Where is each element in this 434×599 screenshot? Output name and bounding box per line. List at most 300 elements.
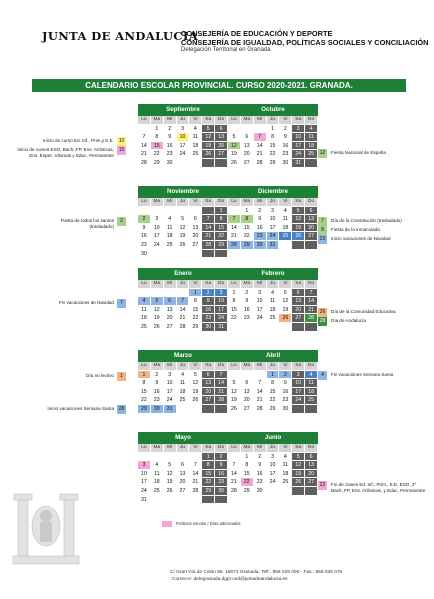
day-header: Ma [151, 444, 164, 453]
note-badge: 23 [319, 236, 326, 242]
day-cell: 26 [292, 478, 305, 487]
day-cell: 21 [215, 388, 228, 397]
day-header: Do [215, 198, 228, 207]
day-cell: 11 [279, 461, 292, 470]
day-header: Do [215, 362, 228, 371]
day-cell: 18 [305, 142, 318, 151]
day-cell: 2 [164, 125, 177, 134]
day-cell: 19 [228, 150, 241, 159]
day-cell: 8 [228, 297, 241, 306]
day-cell: 28 [228, 241, 241, 250]
day-header: Do [305, 116, 318, 125]
day-header: Mi [254, 116, 267, 125]
day-cell: 6 [305, 453, 318, 462]
month-title: Abril [228, 350, 318, 362]
note-badge: 26 [319, 309, 326, 315]
day-cell: 9 [215, 461, 228, 470]
day-cell: 30 [138, 250, 151, 259]
day-cell: 24 [254, 314, 267, 323]
day-cell: 27 [292, 314, 305, 323]
day-cell: 23 [279, 150, 292, 159]
day-cell: 6 [189, 215, 202, 224]
day-cell: 4 [267, 289, 280, 298]
month-title: Septiembre [138, 104, 228, 116]
note-badge: 28 [319, 318, 326, 324]
day-cell: 19 [164, 478, 177, 487]
day-cell: 30 [279, 159, 292, 168]
day-cell: 13 [177, 470, 190, 479]
day-cell: 5 [279, 289, 292, 298]
note-right: Día de Andalucía [331, 318, 366, 323]
day-cell: 20 [215, 142, 228, 151]
month-title: Noviembre [138, 186, 228, 198]
day-cell: 27 [164, 323, 177, 332]
day-cell: 16 [279, 388, 292, 397]
note-left: Fiesta de todos los santos (trasladado) [60, 218, 114, 229]
day-cell: 5 [228, 133, 241, 142]
day-cell: 15 [189, 306, 202, 315]
day-cell: 22 [189, 314, 202, 323]
day-cell [215, 405, 228, 414]
month-abril [228, 350, 318, 414]
day-cell: 23 [151, 396, 164, 405]
day-header: Mi [164, 280, 177, 289]
day-cell: 17 [215, 306, 228, 315]
day-cell: 4 [189, 125, 202, 134]
day-cell [267, 487, 280, 496]
day-cell: 16 [279, 142, 292, 151]
day-cell: 14 [202, 224, 215, 233]
day-cell: 18 [305, 388, 318, 397]
day-cell: 7 [305, 289, 318, 298]
day-cell: 7 [215, 371, 228, 380]
day-cell: 11 [138, 306, 151, 315]
day-cell: 9 [254, 215, 267, 224]
day-cell [164, 289, 177, 298]
day-cell: 17 [267, 470, 280, 479]
day-cell: 9 [202, 297, 215, 306]
day-cell: 25 [189, 150, 202, 159]
day-cell: 7 [189, 461, 202, 470]
day-cell: 7 [177, 297, 190, 306]
day-cell: 23 [202, 314, 215, 323]
month-title: Junio [228, 432, 318, 444]
day-cell: 12 [164, 470, 177, 479]
day-cell: 2 [215, 453, 228, 462]
day-cell: 21 [228, 232, 241, 241]
day-cell [279, 487, 292, 496]
note-right: Fiesta de la Inmaculada [331, 227, 380, 232]
day-cell: 16 [254, 470, 267, 479]
day-cell: 21 [254, 396, 267, 405]
day-cell: 15 [138, 388, 151, 397]
day-cell: 20 [189, 232, 202, 241]
day-cell: 8 [241, 215, 254, 224]
day-cell: 12 [151, 306, 164, 315]
day-cell: 20 [241, 150, 254, 159]
day-cell: 14 [305, 297, 318, 306]
day-cell: 4 [151, 461, 164, 470]
day-cell: 5 [202, 125, 215, 134]
day-header: Vi [279, 444, 292, 453]
day-cell: 29 [267, 159, 280, 168]
note-badge: 10 [118, 138, 125, 144]
day-cell [202, 496, 215, 505]
day-cell: 3 [151, 215, 164, 224]
day-cell: 16 [138, 232, 151, 241]
day-cell: 28 [177, 323, 190, 332]
day-cell: 2 [254, 207, 267, 216]
day-cell: 25 [164, 241, 177, 250]
day-cell: 3 [254, 289, 267, 298]
day-cell: 27 [241, 405, 254, 414]
day-cell: 9 [138, 224, 151, 233]
day-header: Lu [228, 444, 241, 453]
day-cell: 27 [305, 232, 318, 241]
day-cell: 17 [138, 478, 151, 487]
day-header: Sa [292, 116, 305, 125]
day-cell [151, 453, 164, 462]
day-cell: 31 [267, 241, 280, 250]
month-octubre [228, 104, 318, 168]
day-cell: 3 [292, 371, 305, 380]
day-cell: 18 [138, 314, 151, 323]
month-title: Marzo [138, 350, 228, 362]
day-cell [164, 207, 177, 216]
day-cell: 23 [241, 314, 254, 323]
day-cell: 23 [164, 150, 177, 159]
day-cell: 13 [189, 224, 202, 233]
day-header: Vi [279, 116, 292, 125]
day-cell: 28 [254, 405, 267, 414]
note-badge: 22 [319, 482, 326, 488]
day-cell: 25 [267, 314, 280, 323]
day-cell: 28 [215, 396, 228, 405]
day-header: Ju [177, 116, 190, 125]
day-cell: 3 [177, 125, 190, 134]
day-cell: 13 [241, 142, 254, 151]
day-cell: 8 [202, 461, 215, 470]
day-cell: 6 [241, 379, 254, 388]
day-cell: 1 [138, 371, 151, 380]
day-cell: 26 [164, 487, 177, 496]
header-subtitle: Delegación Territorial en Granada [181, 47, 271, 53]
day-cell: 7 [254, 379, 267, 388]
day-header: Sa [202, 198, 215, 207]
day-cell: 4 [305, 371, 318, 380]
day-cell: 17 [151, 232, 164, 241]
day-header: Sa [292, 444, 305, 453]
day-cell [138, 207, 151, 216]
day-cell: 10 [177, 133, 190, 142]
day-cell: 22 [138, 396, 151, 405]
day-cell: 10 [215, 297, 228, 306]
day-cell: 23 [254, 232, 267, 241]
day-cell: 2 [151, 371, 164, 380]
day-cell: 30 [279, 405, 292, 414]
day-cell: 1 [215, 207, 228, 216]
day-cell: 24 [292, 396, 305, 405]
day-cell [189, 496, 202, 505]
note-left: Inicio de curso Ed. Inf., Prim.y E.E. [43, 138, 114, 143]
note-right: Fin vacaciones Semana Santa [331, 372, 394, 377]
day-header: Ma [241, 116, 254, 125]
day-cell: 20 [202, 388, 215, 397]
day-header: Do [215, 444, 228, 453]
header-line-2: CONSEJERÍA DE IGUALDAD, POLÍTICAS SOCIALES Y CONCILIACIÓN [181, 38, 429, 47]
day-cell [202, 207, 215, 216]
note-badge: 7 [318, 217, 327, 226]
day-header: Ju [177, 198, 190, 207]
day-cell: 23 [138, 241, 151, 250]
day-cell: 26 [279, 314, 292, 323]
day-cell [177, 207, 190, 216]
day-cell: 19 [228, 396, 241, 405]
day-header: Lu [138, 116, 151, 125]
day-cell: 22 [215, 232, 228, 241]
day-cell: 16 [164, 142, 177, 151]
day-header: Mi [254, 198, 267, 207]
day-cell: 5 [189, 371, 202, 380]
day-header: Lu [228, 280, 241, 289]
note-badge: 4 [318, 371, 327, 380]
day-header: Vi [189, 280, 202, 289]
day-cell: 24 [177, 150, 190, 159]
day-cell [292, 405, 305, 414]
day-cell [189, 405, 202, 414]
day-cell: 16 [215, 470, 228, 479]
day-cell: 21 [189, 478, 202, 487]
day-header: Ma [241, 280, 254, 289]
day-cell [254, 125, 267, 134]
day-cell: 23 [215, 478, 228, 487]
day-header: Sa [292, 280, 305, 289]
day-header: Mi [164, 362, 177, 371]
day-cell: 17 [292, 388, 305, 397]
day-header: Ju [177, 362, 190, 371]
day-header: Vi [189, 444, 202, 453]
day-cell [177, 289, 190, 298]
day-cell: 6 [305, 207, 318, 216]
day-cell: 1 [267, 125, 280, 134]
day-cell [228, 453, 241, 462]
day-cell: 15 [267, 388, 280, 397]
day-cell: 26 [202, 150, 215, 159]
day-header: Ma [151, 116, 164, 125]
day-cell: 12 [189, 379, 202, 388]
day-cell: 9 [254, 461, 267, 470]
day-cell: 6 [202, 371, 215, 380]
day-cell: 3 [215, 289, 228, 298]
month-days [228, 198, 318, 250]
day-cell: 6 [177, 461, 190, 470]
day-cell: 11 [164, 224, 177, 233]
day-cell: 4 [164, 215, 177, 224]
note-badge: 7 [117, 299, 126, 308]
day-cell: 21 [138, 150, 151, 159]
day-cell: 5 [177, 215, 190, 224]
day-cell: 13 [202, 379, 215, 388]
day-cell: 13 [305, 215, 318, 224]
day-cell: 5 [164, 461, 177, 470]
day-cell: 27 [177, 487, 190, 496]
day-cell: 13 [241, 388, 254, 397]
day-cell: 8 [138, 379, 151, 388]
day-cell [151, 496, 164, 505]
day-cell: 25 [305, 150, 318, 159]
day-cell: 18 [267, 306, 280, 315]
day-cell: 27 [305, 478, 318, 487]
note-left: Día no lectivo [86, 373, 114, 378]
day-cell [228, 323, 241, 332]
day-cell [305, 159, 318, 168]
day-cell: 29 [138, 405, 151, 414]
day-cell: 31 [215, 323, 228, 332]
day-cell: 20 [241, 396, 254, 405]
day-cell: 29 [241, 487, 254, 496]
day-cell: 5 [228, 379, 241, 388]
day-cell: 20 [305, 470, 318, 479]
day-cell: 22 [267, 396, 280, 405]
day-cell: 25 [177, 396, 190, 405]
day-cell: 19 [279, 306, 292, 315]
day-cell: 1 [189, 289, 202, 298]
day-cell: 9 [164, 133, 177, 142]
day-cell [164, 453, 177, 462]
day-cell: 18 [279, 224, 292, 233]
day-cell: 11 [267, 297, 280, 306]
day-cell [228, 207, 241, 216]
day-cell: 14 [254, 142, 267, 151]
day-cell [254, 371, 267, 380]
day-cell: 11 [305, 379, 318, 388]
day-cell: 9 [279, 379, 292, 388]
day-cell [228, 125, 241, 134]
day-header: Vi [189, 362, 202, 371]
day-cell: 6 [292, 289, 305, 298]
day-cell: 10 [267, 461, 280, 470]
day-cell: 14 [189, 470, 202, 479]
day-cell: 20 [177, 478, 190, 487]
day-cell [202, 159, 215, 168]
day-cell: 20 [305, 224, 318, 233]
page-title: CALENDARIO ESCOLAR PROVINCIAL. CURSO 2020-2021. GRANADA. [32, 79, 406, 92]
month-days [138, 444, 228, 504]
day-cell: 1 [202, 453, 215, 462]
day-cell: 7 [228, 215, 241, 224]
day-cell: 7 [138, 133, 151, 142]
day-header: Do [305, 444, 318, 453]
day-cell: 20 [164, 314, 177, 323]
note-left: Inicio vacaciones Semana Santa [47, 406, 114, 411]
month-mayo [138, 432, 228, 504]
day-cell: 30 [164, 159, 177, 168]
day-cell [228, 371, 241, 380]
day-header: Lu [228, 198, 241, 207]
day-cell: 5 [151, 297, 164, 306]
andalucia-emblem-icon [10, 488, 82, 570]
day-cell: 13 [164, 306, 177, 315]
day-cell: 8 [267, 379, 280, 388]
day-cell: 22 [241, 478, 254, 487]
day-cell [305, 241, 318, 250]
day-cell [215, 159, 228, 168]
day-cell [305, 405, 318, 414]
day-cell: 12 [292, 215, 305, 224]
day-cell: 12 [202, 133, 215, 142]
day-header: Vi [189, 198, 202, 207]
day-header: Sa [292, 362, 305, 371]
day-cell [305, 487, 318, 496]
junta-logo: JUNTA DE ANDALUCIA [42, 29, 199, 43]
day-cell: 16 [202, 306, 215, 315]
day-header: Mi [164, 198, 177, 207]
day-cell: 18 [164, 232, 177, 241]
day-cell: 2 [279, 125, 292, 134]
day-cell [305, 323, 318, 332]
day-cell: 15 [215, 224, 228, 233]
day-cell: 6 [241, 133, 254, 142]
day-cell: 1 [241, 453, 254, 462]
day-cell: 2 [241, 289, 254, 298]
month-days [138, 198, 228, 258]
day-cell: 16 [151, 388, 164, 397]
day-cell: 15 [241, 470, 254, 479]
day-cell [241, 125, 254, 134]
day-header: Lu [138, 198, 151, 207]
month-title: Octubre [228, 104, 318, 116]
day-cell: 15 [267, 142, 280, 151]
day-cell: 24 [151, 241, 164, 250]
day-cell: 14 [138, 142, 151, 151]
day-cell: 11 [177, 379, 190, 388]
day-cell: 28 [138, 159, 151, 168]
day-cell: 9 [241, 297, 254, 306]
day-cell: 31 [292, 159, 305, 168]
day-cell: 3 [138, 461, 151, 470]
day-cell: 24 [267, 232, 280, 241]
day-cell: 2 [138, 215, 151, 224]
day-cell: 25 [279, 232, 292, 241]
day-cell: 28 [305, 314, 318, 323]
day-header: Ju [177, 280, 190, 289]
month-days [228, 280, 318, 332]
day-cell: 11 [189, 133, 202, 142]
day-cell: 12 [279, 297, 292, 306]
day-cell: 17 [267, 224, 280, 233]
month-days [228, 116, 318, 168]
day-cell: 12 [228, 388, 241, 397]
day-cell: 29 [202, 487, 215, 496]
day-cell: 28 [202, 241, 215, 250]
day-cell: 9 [151, 379, 164, 388]
day-cell: 29 [267, 405, 280, 414]
note-badge: 12 [319, 150, 326, 156]
day-cell [177, 250, 190, 259]
month-days [138, 280, 228, 332]
day-cell: 2 [279, 371, 292, 380]
day-cell: 14 [228, 224, 241, 233]
day-cell: 12 [228, 142, 241, 151]
day-header: Vi [189, 116, 202, 125]
day-cell: 5 [292, 207, 305, 216]
day-cell [254, 323, 267, 332]
day-cell: 6 [215, 125, 228, 134]
day-cell: 26 [189, 396, 202, 405]
day-cell: 10 [267, 215, 280, 224]
day-cell: 28 [254, 159, 267, 168]
day-cell: 4 [305, 125, 318, 134]
